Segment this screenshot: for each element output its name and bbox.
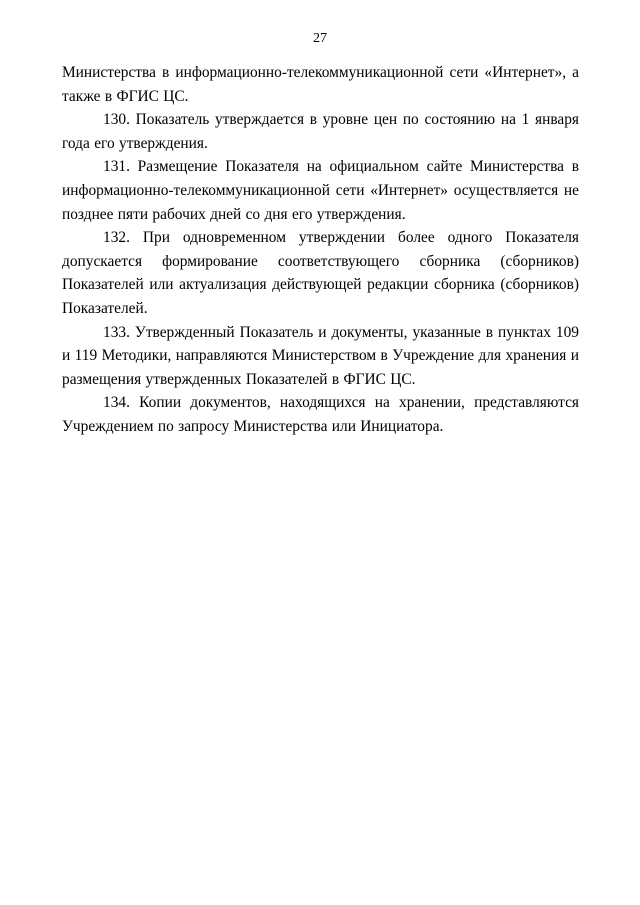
page-number: 27 bbox=[313, 31, 327, 46]
paragraph-134: 134. Копии документов, находящихся на хранении, представляются Учреждением по запросу Министерства или Инициатора. bbox=[62, 394, 579, 435]
document-body bbox=[62, 61, 579, 439]
paragraph-130: 130. Показатель утверждается в уровне цен по состоянию на 1 января года его утверждения. bbox=[62, 111, 579, 152]
paragraph-continuation: Министерства в информационно-телекоммуникационной сети «Интернет», а также в ФГИС ЦС. bbox=[62, 64, 579, 105]
paragraph-131: 131. Размещение Показателя на официальном сайте Министерства в информационно-телекоммуникационной сети «Интернет» осуществляется не позднее пяти рабочих дней со дня его утверждения. bbox=[62, 158, 579, 223]
paragraph-132: 132. При одновременном утверждении более одного Показателя допускается формирование соответствующего сборника (сборников) Показателей или актуализация действующей редакции сборника (сборников) Показателей. bbox=[62, 229, 579, 317]
paragraph-133: 133. Утвержденный Показатель и документы, указанные в пунктах 109 и 119 Методики, направляются Министерством в Учреждение для хранения и размещения утвержденных Показателей в ФГИС ЦС. bbox=[62, 323, 579, 388]
